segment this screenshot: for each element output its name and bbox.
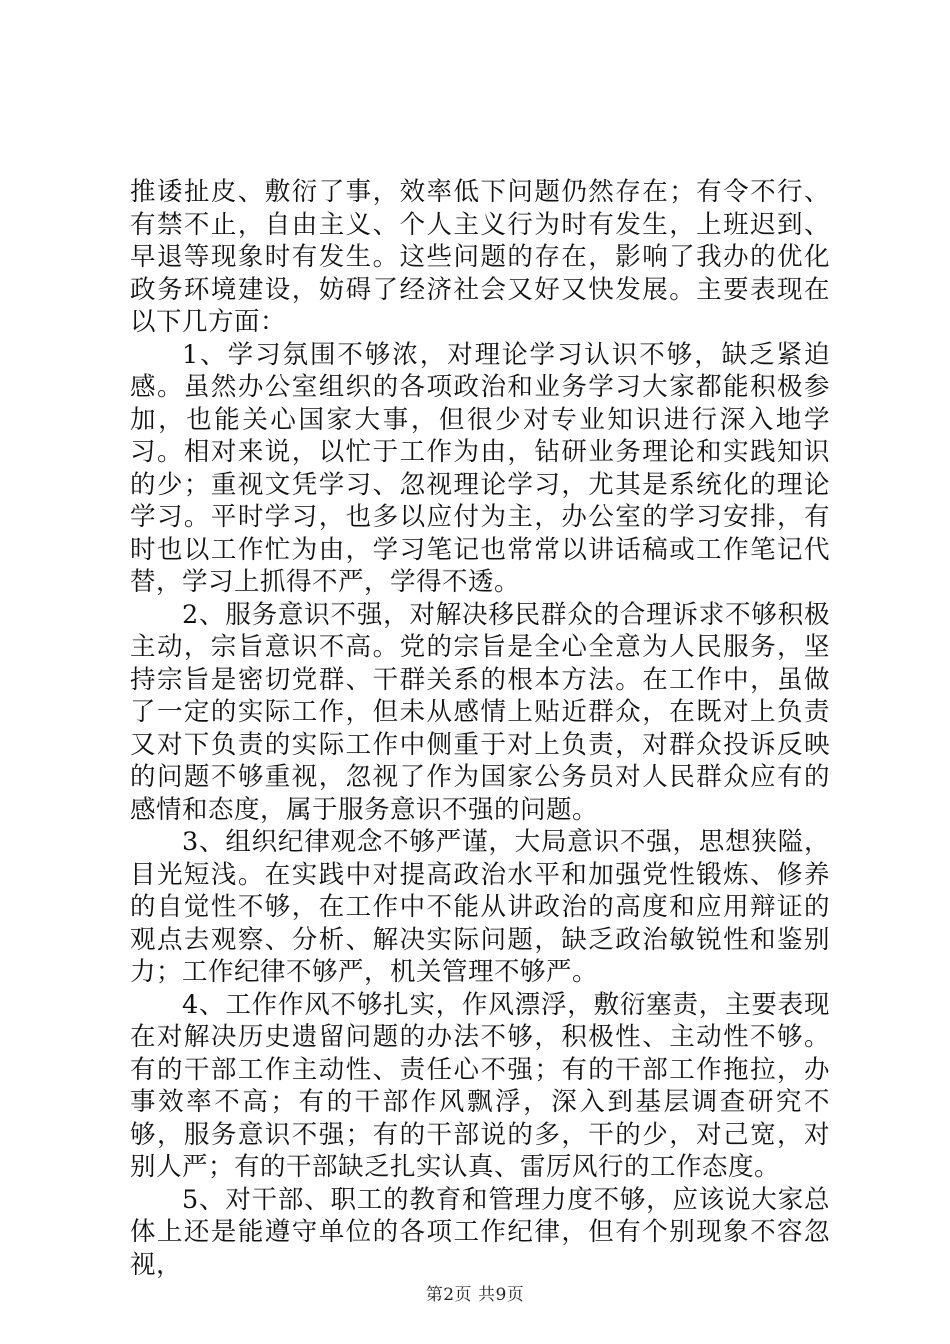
paragraph-item-2: 2、服务意识不强，对解决移民群众的合理诉求不够积极主动，宗旨意识不高。党的宗旨是全心全意为人民服务，坚持宗旨是密切党群、干群关系的根本方法。在工作中，虽做了一定的实际工作，但未从感情上贴近群众，在既对上负责又对下负责的实际工作中侧重于对上负责，对群众投诉反映的问题不够重视，忽视了作为国家公务员对人民群众应有的感情和态度，属于服务意识不强的问题。 [130, 599, 830, 825]
paragraph-item-5: 5、对干部、职工的教育和管理力度不够，应该说大家总体上还是能遵守单位的各项工作纪律，但有个别现象不容忽视， [130, 1184, 830, 1280]
paragraph-item-4: 4、工作作风不够扎实，作风漂浮，敷衍塞责，主要表现在对解决历史遗留问题的办法不够，积极性、主动性不够。有的干部工作主动性、责任心不强；有的干部工作拖拉，办事效率不高；有的干部作风飘浮，深入到基层调查研究不够，服务意识不强；有的干部说的多，干的少，对己宽，对别人严；有的干部缺乏扎实认真、雷厉风行的工作态度。 [130, 989, 830, 1182]
paragraph-item-3: 3、组织纪律观念不够严谨，大局意识不强，思想狭隘，目光短浅。在实践中对提高政治水平和加强党性锻炼、修养的自觉性不够，在工作中不能从讲政治的高度和应用辩证的观点去观察、分析、解决实际问题，缺乏政治敏锐性和鉴别力；工作纪律不够严，机关管理不够严。 [130, 827, 830, 987]
paragraph-item-1: 1、学习氛围不够浓，对理论学习认识不够，缺乏紧迫感。虽然办公室组织的各项政治和业务学习大家都能积极参加，也能关心国家大事，但很少对专业知识进行深入地学习。相对来说，以忙于工作为由，钻研业务理论和实践知识的少；重视文凭学习、忽视理论学习，尤其是系统化的理论学习。平时学习，也多以应付为主，办公室的学习安排，有时也以工作忙为由，学习笔记也常常以讲话稿或工作笔记代替，学习上抓得不严，学得不透。 [130, 339, 830, 597]
paragraph-continuation: 推诿扯皮、敷衍了事，效率低下问题仍然存在；有令不行、有禁不止，自由主义、个人主义行为时有发生，上班迟到、早退等现象时有发生。这些问题的存在，影响了我办的优化政务环境建设，妨碍了经济社会又好又快发展。主要表现在以下几方面： [130, 177, 830, 337]
document-body [130, 176, 830, 1281]
page-number-footer: 第2页 共9页 [425, 1285, 525, 1305]
